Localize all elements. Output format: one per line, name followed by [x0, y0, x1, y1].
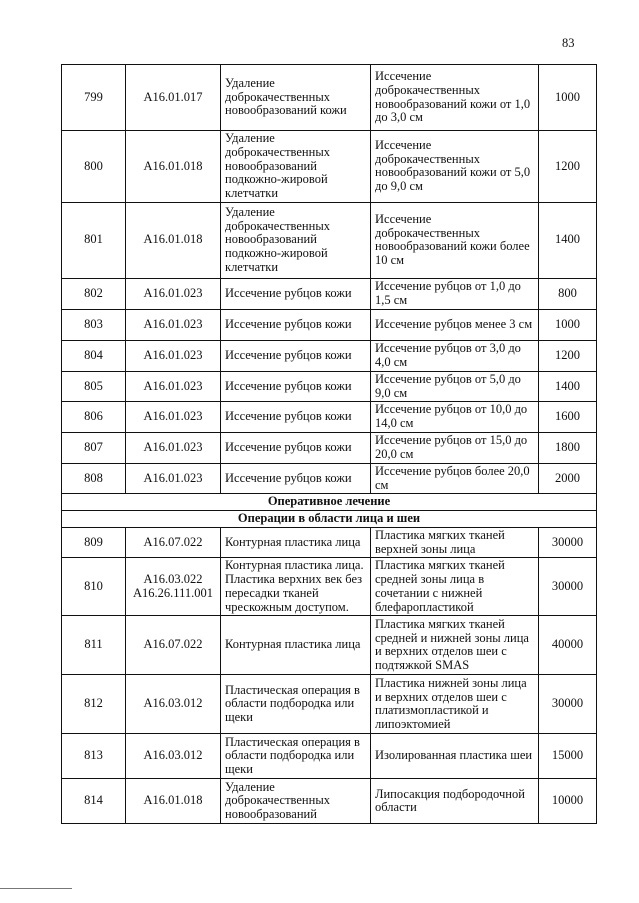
row-number: 812	[62, 675, 126, 734]
section-title-face-neck: Операции в области лица и шеи	[62, 511, 597, 528]
row-number: 805	[62, 371, 126, 402]
service-code-line: A16.01.023	[143, 439, 203, 454]
row-number: 801	[62, 202, 126, 278]
service-code	[126, 309, 221, 340]
service-code-line: A16.01.018	[143, 158, 203, 173]
service-code	[126, 65, 221, 131]
service-code-line: A16.01.023	[143, 316, 203, 331]
table-row	[62, 675, 597, 734]
service-code-line: A16.03.012	[143, 696, 203, 711]
service-price: 30000	[539, 527, 597, 558]
section-row	[62, 511, 597, 528]
service-name: Иссечение рубцов кожи	[221, 309, 371, 340]
service-price: 2000	[539, 463, 597, 494]
row-number: 799	[62, 65, 126, 131]
service-name: Иссечение рубцов кожи	[221, 371, 371, 402]
service-description: Пластика мягких тканей средней и нижней зоны лица и верхних отделов шеи с подтяжкой SMAS	[371, 616, 539, 675]
service-name: Контурная пластика лица	[221, 527, 371, 558]
row-number: 811	[62, 616, 126, 675]
service-code-line: A16.01.023	[143, 470, 203, 485]
service-code-line: A16.01.017	[143, 89, 203, 104]
table-row	[62, 371, 597, 402]
service-code	[126, 432, 221, 463]
table-row	[62, 779, 597, 824]
service-description: Пластика мягких тканей средней зоны лица в сочетании с нижней блефаропластикой	[371, 558, 539, 616]
row-number: 810	[62, 558, 126, 616]
service-price: 800	[539, 278, 597, 309]
service-name: Удаление доброкачественных новообразований	[221, 779, 371, 824]
service-name: Иссечение рубцов кожи	[221, 463, 371, 494]
service-code	[126, 779, 221, 824]
service-code-line: A16.26.111.001	[133, 585, 213, 600]
service-description: Иссечение рубцов более 20,0 см	[371, 463, 539, 494]
table-row	[62, 616, 597, 675]
service-code	[126, 616, 221, 675]
service-name: Иссечение рубцов кожи	[221, 432, 371, 463]
service-name: Контурная пластика лица	[221, 616, 371, 675]
table-row	[62, 65, 597, 131]
service-price: 10000	[539, 779, 597, 824]
service-code-line: A16.01.018	[143, 793, 203, 808]
service-description: Иссечение доброкачественных новообразований кожи от 1,0 до 3,0 см	[371, 65, 539, 131]
service-code-line: A16.03.012	[143, 748, 203, 763]
service-code-line: A16.01.023	[143, 285, 203, 300]
table-row	[62, 340, 597, 371]
service-price: 30000	[539, 558, 597, 616]
service-description: Липосакция подбородочной области	[371, 779, 539, 824]
table-row	[62, 278, 597, 309]
service-code	[126, 463, 221, 494]
service-code-line: A16.01.023	[143, 378, 203, 393]
table-row	[62, 309, 597, 340]
service-price: 30000	[539, 675, 597, 734]
service-description: Пластика мягких тканей верхней зоны лица	[371, 527, 539, 558]
service-code	[126, 402, 221, 433]
section-title-operative: Оперативное лечение	[62, 494, 597, 511]
service-code	[126, 371, 221, 402]
service-code-line: A16.01.023	[143, 409, 203, 424]
table-row	[62, 734, 597, 779]
service-name: Удаление доброкачественных новообразований кожи	[221, 65, 371, 131]
service-name: Удаление доброкачественных новообразований подкожно-жировой клетчатки	[221, 202, 371, 278]
service-name: Контурная пластика лица. Пластика верхних век без пересадки тканей чрескожным доступом.	[221, 558, 371, 616]
service-price: 1400	[539, 371, 597, 402]
service-description: Иссечение рубцов от 5,0 до 9,0 см	[371, 371, 539, 402]
service-name: Иссечение рубцов кожи	[221, 402, 371, 433]
service-code	[126, 278, 221, 309]
table-row	[62, 202, 597, 278]
service-description: Иссечение рубцов от 15,0 до 20,0 см	[371, 432, 539, 463]
table-row	[62, 463, 597, 494]
service-price: 1200	[539, 131, 597, 203]
row-number: 813	[62, 734, 126, 779]
service-price: 1000	[539, 309, 597, 340]
service-price: 1200	[539, 340, 597, 371]
page-number: 83	[562, 36, 575, 50]
service-name: Пластическая операция в области подбородка или щеки	[221, 734, 371, 779]
service-code	[126, 340, 221, 371]
row-number: 804	[62, 340, 126, 371]
table-row	[62, 432, 597, 463]
service-description: Иссечение рубцов менее 3 см	[371, 309, 539, 340]
row-number: 808	[62, 463, 126, 494]
row-number: 800	[62, 131, 126, 203]
service-description: Иссечение доброкачественных новообразований кожи более 10 см	[371, 202, 539, 278]
service-price: 40000	[539, 616, 597, 675]
service-description: Изолированная пластика шеи	[371, 734, 539, 779]
service-price: 1400	[539, 202, 597, 278]
service-price: 1800	[539, 432, 597, 463]
service-code	[126, 558, 221, 616]
service-code-line: A16.07.022	[143, 637, 203, 652]
row-number: 809	[62, 527, 126, 558]
table-row	[62, 131, 597, 203]
service-price: 1600	[539, 402, 597, 433]
service-code	[126, 734, 221, 779]
row-number: 807	[62, 432, 126, 463]
service-code	[126, 675, 221, 734]
table-row	[62, 527, 597, 558]
service-name: Удаление доброкачественных новообразований подкожно-жировой клетчатки	[221, 131, 371, 203]
price-table-body-top	[62, 65, 597, 494]
table-row	[62, 402, 597, 433]
row-number: 814	[62, 779, 126, 824]
section-row	[62, 494, 597, 511]
section-headers	[62, 494, 597, 528]
service-description: Пластика нижней зоны лица и верхних отделов шеи с платизмопластикой и липоэктомией	[371, 675, 539, 734]
service-description: Иссечение рубцов от 3,0 до 4,0 см	[371, 340, 539, 371]
row-number: 803	[62, 309, 126, 340]
service-name: Иссечение рубцов кожи	[221, 340, 371, 371]
service-price: 1000	[539, 65, 597, 131]
service-name: Иссечение рубцов кожи	[221, 278, 371, 309]
price-table-body-bottom	[62, 527, 597, 824]
table-row	[62, 558, 597, 616]
service-description: Иссечение доброкачественных новообразований кожи от 5,0 до 9,0 см	[371, 131, 539, 203]
service-code-line: A16.03.022	[143, 572, 203, 586]
service-code-line: A16.01.018	[143, 232, 203, 247]
price-table	[61, 64, 597, 824]
service-description: Иссечение рубцов от 10,0 до 14,0 см	[371, 402, 539, 433]
row-number: 802	[62, 278, 126, 309]
service-code-line: A16.01.023	[143, 347, 203, 362]
service-code	[126, 527, 221, 558]
service-name: Пластическая операция в области подбородка или щеки	[221, 675, 371, 734]
row-number: 806	[62, 402, 126, 433]
footnote-divider	[0, 888, 72, 889]
service-code	[126, 202, 221, 278]
service-code	[126, 131, 221, 203]
service-price: 15000	[539, 734, 597, 779]
service-code-line: A16.07.022	[143, 534, 203, 549]
service-description: Иссечение рубцов от 1,0 до 1,5 см	[371, 278, 539, 309]
